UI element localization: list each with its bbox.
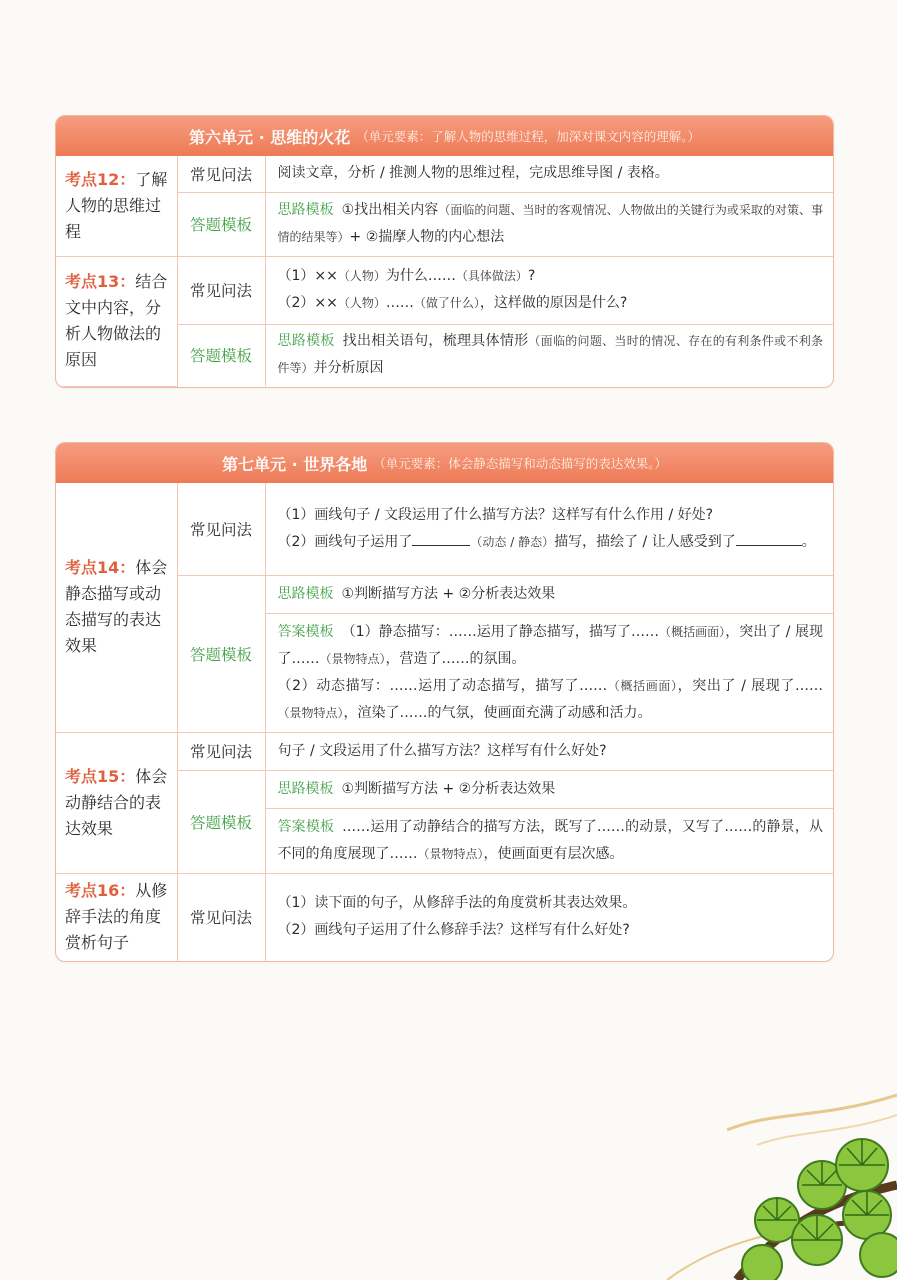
kp15-question: 句子 / 文段运用了什么描写方法？这样写有什么好处? [265,732,833,770]
kp13-answer-lead: 找出相关语句，梳理具体情形 [342,333,529,350]
kp12-question-type: 常见问法 [177,156,265,192]
kp14-ans2-note: （概括画面） [607,678,678,693]
kp13-answer-end: 并分析原因 [313,360,384,377]
kp15-answer [265,770,833,873]
kp14-question-1: （1）画线句子 / 文段运用了什么描写方法？这样写有什么作用 / 好处? [277,506,714,523]
kp14-answer-2 [278,673,824,727]
kp14-q2-mid: 描写，描绘了 / 让人感受到了 [554,533,736,550]
kp14-ans2-note2: （景物特点） [277,705,344,720]
kp13-question-2 [278,290,824,317]
kp14-answer-row [266,614,834,732]
pine-branch-icon [667,1090,897,1280]
kp14-q2-note: （动态 / 静态） [470,534,555,549]
kp14-q2-end: 。 [801,533,816,550]
kp14-q2-pre: （2）画线句子运用了 [277,533,413,550]
kp14-answer-type: 答题模板 [177,575,265,732]
kp12-label: 考点12： [65,169,136,189]
kp13-q2-note: （人物） [337,296,386,310]
kp14-ans1-end: ，营造了……的氛围。 [385,650,526,667]
kp14-question-type: 常见问法 [177,483,265,575]
kp15-idea: ①判断描写方法 + ②分析表达效果 [341,780,556,797]
kp12-answer-detail: （面临的问题、当时的客观情况、人物做出的关键行为或采取的对策、事情的结果等） [277,203,823,244]
kp13-question-type: 常见问法 [177,256,265,324]
kp14-ans1-mid: ，突出了 / 展现了…… [277,623,824,667]
kp13-answer-detail: （面临的问题、当时的情况、存在的有利条件或不利条件等） [277,334,823,376]
kp12-question: 阅读文章，分析 / 推测人物的思维过程，完成思维导图 / 表格。 [265,156,833,192]
kp16-cell [56,873,177,961]
kp14-questions [265,483,833,575]
kp13-cell [56,256,177,386]
kp13-questions [265,256,833,324]
kp15-question-type: 常见问法 [177,732,265,770]
kp12-answer-type: 答题模板 [177,192,265,256]
kp15-answer-type: 答题模板 [177,770,265,873]
kp14-label: 考点14： [65,558,136,578]
kp14-ans2-end: ，渲染了……的气氛，使画面充满了动感和活力。 [343,704,652,721]
kp14-cell [56,483,177,732]
kp15-idea-tag: 思路模板 [277,780,334,797]
kp16-questions [265,873,833,961]
kp13-q2-note2: （做了什么） [413,296,480,310]
kp15-answer-row [266,809,834,873]
kp15-ans-pre: ……运用了动静结合的描写方法，既写了……的动景，又写了……的静景，从不同的角度展现了…… [277,818,824,862]
kp13-idea-tag: 思路模板 [277,333,335,350]
kp14-answer-1 [278,619,824,673]
kp14-ans1-note2: （景物特点） [319,651,386,666]
kp15-ans-note: （景物特点） [417,846,484,861]
kp15-label: 考点15： [65,766,136,786]
kp14-ans2-pre: （2）动态描写：……运用了动态描写，描写了…… [277,677,608,694]
kp13-q1-end: ? [527,268,536,284]
kp14-blank-1[interactable] [412,531,470,546]
kp12-answer-lead: ①找出相关内容 [341,202,439,218]
kp14-answer-tag: 答案模板 [277,623,334,640]
kp13-text: 结合文中内容，分析人物做法的原因 [65,272,168,369]
kp16-label: 考点16： [65,881,136,901]
kp14-text: 体会静态描写或动态描写的表达效果 [65,558,168,656]
kp12-text: 了解人物的思维过程 [65,169,168,241]
kp14-idea: ①判断描写方法 + ②分析表达效果 [341,585,556,602]
kp15-text: 体会动静结合的表达效果 [65,766,168,838]
kp16-question-2: （2）画线句子运用了什么修辞手法？这样写有什么好处? [277,922,630,939]
kp12-idea-tag: 思路模板 [277,202,334,218]
kp13-q1-note2: （具体做法） [455,269,528,283]
unit7-table [56,483,833,961]
kp14-ans2-mid: ，突出了 / 展现了…… [677,677,823,694]
kp13-q1-pre: （1）×× [277,268,338,284]
kp14-idea-tag: 思路模板 [277,585,334,602]
kp15-cell [56,732,177,873]
kp15-ans-end: ，使画面更有层次感。 [483,845,624,862]
unit7-title: 第七单元 · 世界各地 [222,454,368,474]
kp16-text: 从修辞手法的角度赏析句子 [65,881,168,953]
kp14-answer [265,575,833,732]
kp15-answer-tag: 答案模板 [277,818,335,835]
kp16-question-1: （1）读下面的句子，从修辞手法的角度赏析其表达效果。 [277,895,637,912]
kp16-question-type: 常见问法 [177,873,265,961]
unit7-card [55,442,834,962]
kp14-question-2 [278,529,824,556]
unit6-card [55,115,834,388]
kp13-answer-type: 答题模板 [177,324,265,386]
kp13-q2-pre: （2）×× [277,295,338,311]
kp12-answer-end: + ②揣摩人物的内心想法 [349,229,505,245]
kp13-q1-mid: 为什么…… [385,268,456,284]
kp14-blank-2[interactable] [736,531,802,546]
unit6-header [56,116,833,156]
unit6-requirement: （单元要素：了解人物的思维过程，加深对课文内容的理解。） [356,129,700,144]
kp12-answer [265,192,833,256]
kp13-answer [265,324,833,386]
unit7-requirement: （单元要素：体会静态描写和动态描写的表达效果。） [373,456,667,471]
kp14-idea-row [266,576,834,613]
kp12-cell [56,156,177,256]
unit6-table [56,156,833,387]
kp13-q1-note: （人物） [337,269,386,283]
kp13-question-1 [278,263,824,290]
kp13-label: 考点13： [65,272,136,291]
kp13-q2-mid: …… [385,295,414,311]
kp14-ans1-pre: （1）静态描写：……运用了静态描写，描写了…… [341,623,660,640]
unit7-header [56,443,833,483]
kp13-q2-end: ，这样做的原因是什么? [479,295,628,311]
unit6-title: 第六单元 · 思维的火花 [189,127,351,147]
kp15-idea-row [266,771,834,808]
kp14-ans1-note: （概括画面） [659,624,726,639]
